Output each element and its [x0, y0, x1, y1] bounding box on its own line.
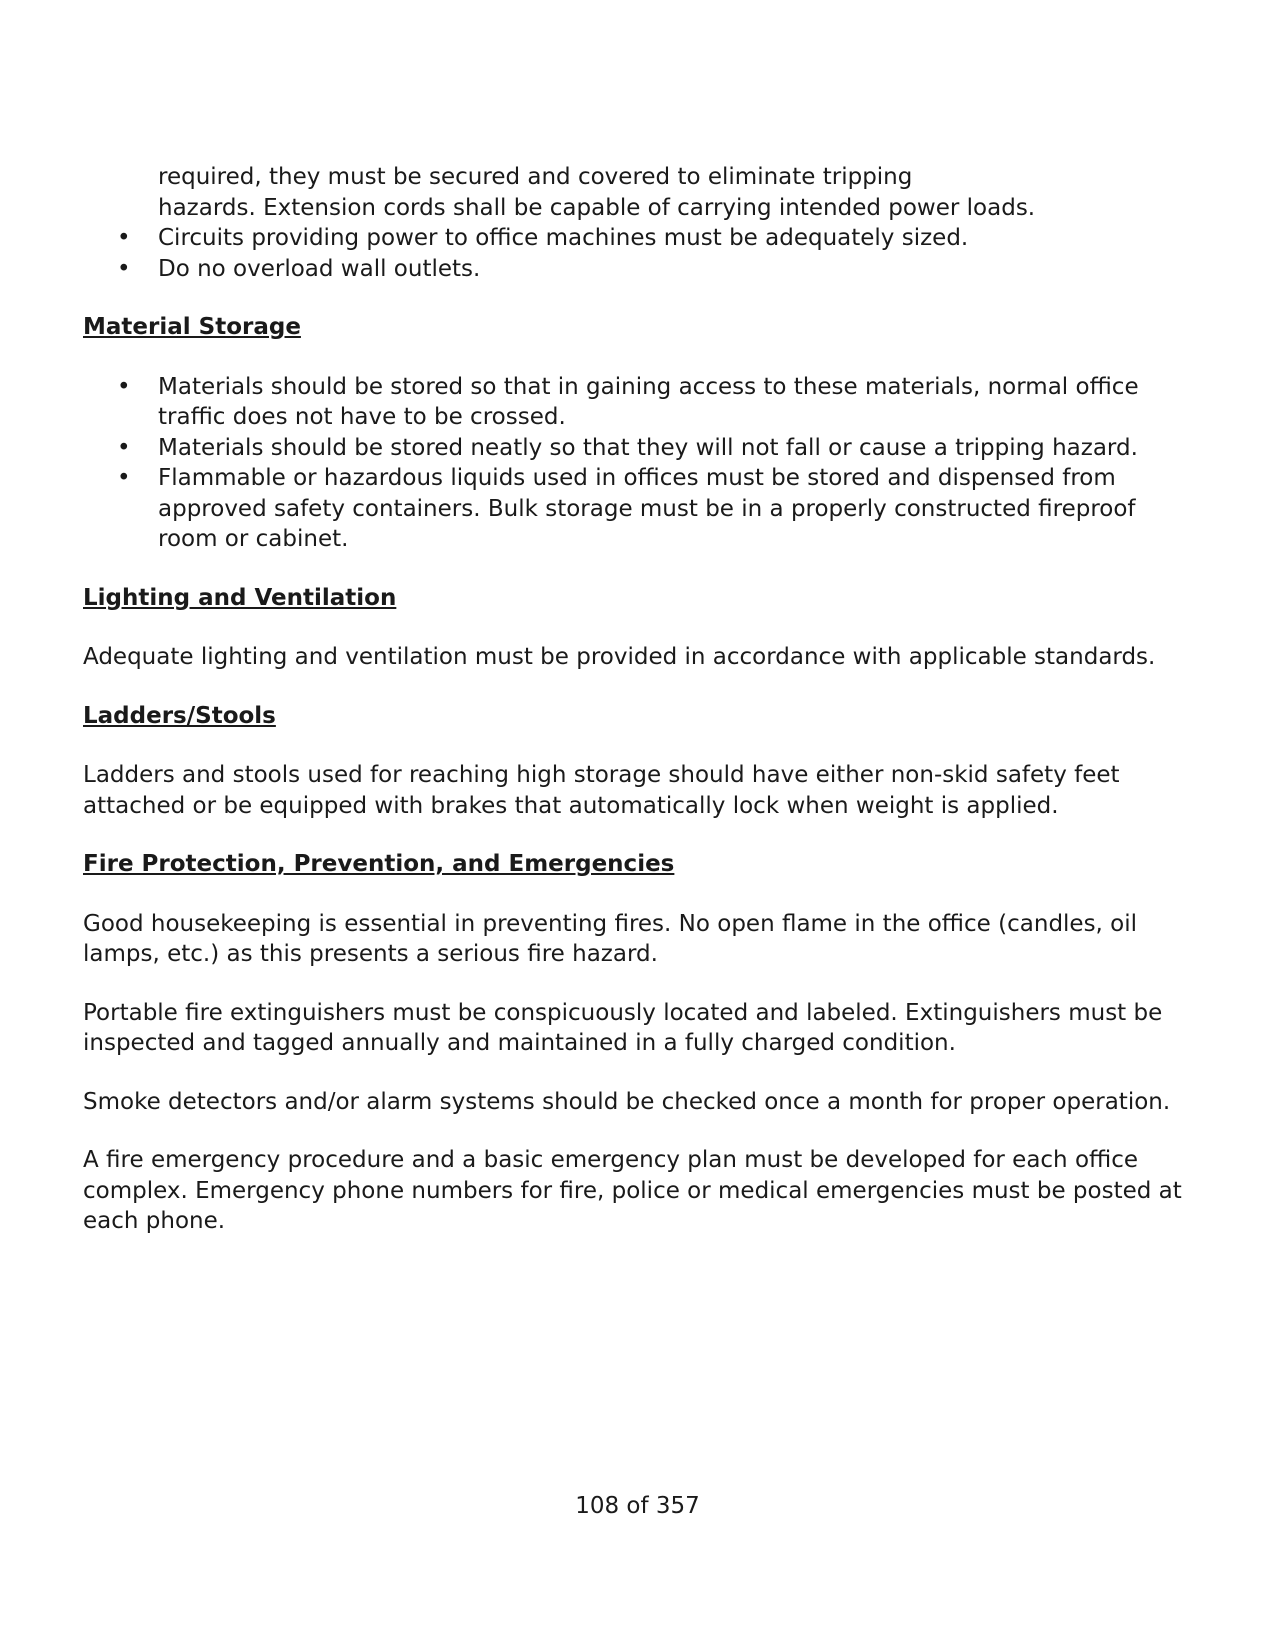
list-item-text: Materials should be stored so that in gaining access to these materials, normal office traffic does not have to be crossed. — [158, 373, 1139, 430]
continued-line: required, they must be secured and covered to eliminate tripping — [158, 164, 913, 190]
list-item — [83, 223, 1198, 254]
electrical-bullet-list — [83, 223, 1198, 284]
document-page — [83, 162, 1198, 1237]
fire-paragraph: Smoke detectors and/or alarm systems should be checked once a month for proper operation. — [83, 1088, 1171, 1115]
section-heading-fire: Fire Protection, Prevention, and Emergencies — [83, 851, 675, 877]
page-number: 108 of 357 — [575, 1493, 700, 1519]
fire-paragraph: A fire emergency procedure and a basic emergency plan must be developed for each office complex. Emergency phone numbers for fire, police or medical emergencies must be posted at each phone. — [83, 1147, 1182, 1234]
list-item — [83, 372, 1198, 433]
list-item — [83, 254, 1198, 285]
bullet-icon: • — [117, 434, 131, 461]
bullet-icon: • — [117, 465, 131, 491]
list-item-text: Materials should be stored neatly so that they will not fall or cause a tripping hazard. — [158, 434, 1138, 461]
list-item-text: Flammable or hazardous liquids used in offices must be stored and dispensed from approved safety containers. Bulk storage must be in a properly constructed fireproof room or cabinet. — [158, 465, 1136, 552]
bullet-icon: • — [117, 225, 131, 251]
lighting-paragraph: Adequate lighting and ventilation must be provided in accordance with applicable standards. — [83, 644, 1156, 670]
list-item-text: Do no overload wall outlets. — [158, 255, 481, 282]
bullet-icon: • — [117, 373, 131, 400]
list-item-text: Circuits providing power to office machines must be adequately sized. — [158, 225, 969, 251]
section-heading-ladders: Ladders/Stools — [83, 702, 276, 729]
list-item — [83, 433, 1198, 464]
material-storage-list — [83, 372, 1198, 555]
continued-bullet-text — [83, 162, 1198, 223]
continued-line: hazards. Extension cords shall be capable of carrying intended power loads. — [158, 194, 1036, 221]
section-heading-lighting: Lighting and Ventilation — [83, 584, 397, 611]
fire-paragraph: Portable fire extinguishers must be conspicuously located and labeled. Extinguishers must be inspected and tagged annually and maintained in a fully charged condition. — [83, 999, 1163, 1056]
section-heading-material-storage: Material Storage — [83, 314, 301, 340]
fire-paragraph: Good housekeeping is essential in preventing fires. No open flame in the office (candles, oil lamps, etc.) as this presents a serious fire hazard. — [83, 910, 1138, 967]
list-item — [83, 463, 1198, 555]
ladders-paragraph: Ladders and stools used for reaching high storage should have either non-skid safety feet attached or be equipped with brakes that automatically lock when weight is applied. — [83, 762, 1120, 819]
bullet-icon: • — [117, 255, 131, 282]
